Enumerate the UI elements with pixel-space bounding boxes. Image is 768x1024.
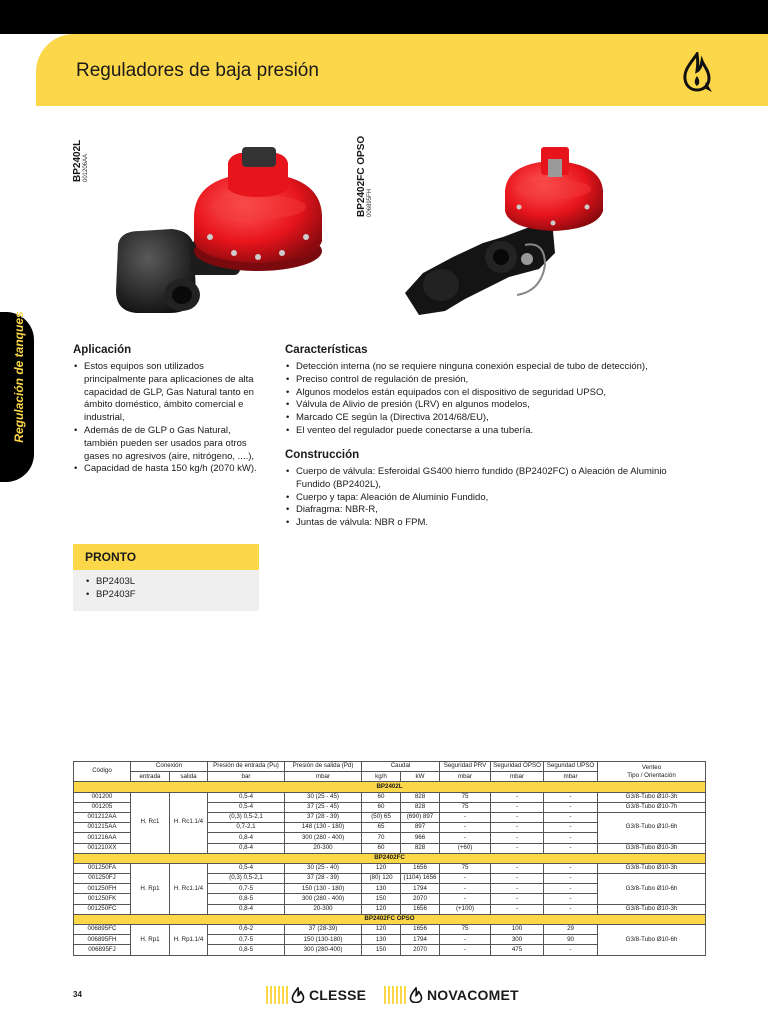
page-title: Reguladores de baja presión bbox=[76, 60, 319, 81]
cell-opso: - bbox=[491, 894, 544, 904]
cell-kw: 1794 bbox=[401, 884, 440, 894]
cell-code: 001205 bbox=[74, 802, 131, 812]
table-row bbox=[74, 863, 706, 873]
list-item: • Marcado CE según la (Directiva 2014/68/EU), bbox=[285, 412, 705, 425]
list-item: • Válvula de Alivio de presión (LRV) en algunos modelos, bbox=[285, 399, 705, 412]
cell-opso: - bbox=[491, 792, 544, 802]
cell-code: 006895FH bbox=[74, 935, 131, 945]
cell-kw: (1104) 1656 bbox=[401, 874, 440, 884]
cell-kw: 966 bbox=[401, 833, 440, 843]
cell-kgh: 150 bbox=[362, 945, 401, 955]
product-name: BP2402FC OPSO bbox=[356, 135, 367, 217]
subheader-unit: mbar bbox=[491, 772, 544, 782]
brand-name: CLESSE bbox=[309, 987, 367, 1003]
cell-kgh: 60 bbox=[362, 802, 401, 812]
flame-icon bbox=[291, 987, 305, 1003]
cell-pe: 0,5-4 bbox=[208, 792, 285, 802]
cell-code: 001212AA bbox=[74, 812, 131, 822]
cell-prv: 75 bbox=[440, 863, 491, 873]
brand-clesse bbox=[266, 984, 366, 1006]
cell-prv: 75 bbox=[440, 792, 491, 802]
cell-kw: 2070 bbox=[401, 945, 440, 955]
pronto-box bbox=[73, 544, 259, 611]
header-seguridad-upso: Seguridad UPSO bbox=[544, 762, 598, 772]
group-label: BP2402L bbox=[74, 782, 706, 792]
cell-prv: 75 bbox=[440, 802, 491, 812]
cell-ps: 300 (280-400) bbox=[285, 945, 362, 955]
cell-opso: - bbox=[491, 823, 544, 833]
cell-kw: 828 bbox=[401, 792, 440, 802]
cell-upso: - bbox=[544, 823, 598, 833]
brand-novacomet bbox=[384, 984, 519, 1006]
header-presion-salida: Presión de salida (Pd) bbox=[285, 762, 362, 772]
aplicacion-list bbox=[73, 361, 258, 476]
top-black-bar bbox=[0, 0, 768, 34]
cell-kgh: 150 bbox=[362, 894, 401, 904]
product-label-bp2402l bbox=[72, 140, 89, 182]
table-row bbox=[74, 792, 706, 802]
subheader-unit: kW bbox=[401, 772, 440, 782]
product-code: 006895FH bbox=[367, 188, 373, 217]
specifications-table bbox=[73, 761, 706, 956]
pronto-list bbox=[85, 576, 245, 602]
cell-opso: 475 bbox=[491, 945, 544, 955]
cell-kw: 828 bbox=[401, 802, 440, 812]
cell-opso: - bbox=[491, 904, 544, 914]
cell-prv: - bbox=[440, 823, 491, 833]
cell-upso: - bbox=[544, 792, 598, 802]
table-group-row bbox=[74, 914, 706, 924]
cell-conexion-salida: H. Rc1.1/4 bbox=[170, 863, 208, 914]
cell-code: 001250FC bbox=[74, 904, 131, 914]
cell-pe: (0,3) 0,5-2,1 bbox=[208, 874, 285, 884]
subheader-unit: bar bbox=[208, 772, 285, 782]
cell-upso: - bbox=[544, 843, 598, 853]
cell-kw: 828 bbox=[401, 843, 440, 853]
product-code: 001206AA bbox=[83, 153, 89, 182]
cell-kw: (690) 897 bbox=[401, 812, 440, 822]
table-group-row bbox=[74, 782, 706, 792]
regulator-bp2402fc-opso-image bbox=[405, 145, 620, 320]
header-caudal: Caudal bbox=[362, 762, 440, 772]
product-label-bp2402fc-opso bbox=[356, 136, 373, 217]
cell-opso: 300 bbox=[491, 935, 544, 945]
cell-pe: 0,7-2,1 bbox=[208, 823, 285, 833]
cell-code: 001215AA bbox=[74, 823, 131, 833]
subheader-unit: mbar bbox=[285, 772, 362, 782]
cell-opso: - bbox=[491, 843, 544, 853]
side-tab bbox=[0, 312, 34, 482]
subheader-unit: mbar bbox=[440, 772, 491, 782]
cell-ps: 37 (28 - 39) bbox=[285, 874, 362, 884]
cell-kw: 1794 bbox=[401, 935, 440, 945]
stripes-decoration bbox=[384, 986, 406, 1004]
cell-ps: 20-300 bbox=[285, 843, 362, 853]
header-venteo-line1: Venteo bbox=[641, 763, 662, 771]
cell-pe: 0,8-5 bbox=[208, 945, 285, 955]
caracteristicas-heading: Características bbox=[285, 344, 368, 356]
cell-pe: 0,8-5 bbox=[208, 894, 285, 904]
product-name: BP2402L bbox=[72, 139, 83, 182]
cell-code: 001216AA bbox=[74, 833, 131, 843]
cell-code: 001250FJ bbox=[74, 874, 131, 884]
cell-opso: - bbox=[491, 812, 544, 822]
cell-ps: 20-300 bbox=[285, 904, 362, 914]
cell-venteo: G3/8-Tubo Ø10-3h bbox=[598, 904, 706, 914]
cell-kgh: 120 bbox=[362, 925, 401, 935]
cell-upso: - bbox=[544, 833, 598, 843]
subheader-salida: salida bbox=[170, 772, 208, 782]
list-item: • Algunos modelos están equipados con el dispositivo de seguridad UPSO, bbox=[285, 387, 705, 400]
cell-ps: 300 (280 - 400) bbox=[285, 833, 362, 843]
list-item: • Además de de GLP o Gas Natural, también pueden ser usados para otros gases no agresivos (aire, nitrógeno, ....), bbox=[73, 425, 258, 463]
cell-ps: 300 (280 - 400) bbox=[285, 894, 362, 904]
cell-prv: - bbox=[440, 945, 491, 955]
cell-kgh: 60 bbox=[362, 843, 401, 853]
cell-kgh: (80) 120 bbox=[362, 874, 401, 884]
cell-prv: - bbox=[440, 935, 491, 945]
cell-venteo: G3/8-Tubo Ø10-6h bbox=[598, 925, 706, 956]
list-item: • Cuerpo de válvula: Esferoidal GS400 hierro fundido (BP2402FC) o Aleación de Aluminio Fundido (BP2402L), bbox=[285, 466, 685, 492]
list-item: • Diafragma: NBR-R, bbox=[285, 504, 685, 517]
cell-ps: 30 (25 - 45) bbox=[285, 792, 362, 802]
cell-ps: 148 (130 - 180) bbox=[285, 823, 362, 833]
regulator-bp2402l-image bbox=[110, 145, 335, 320]
cell-venteo: G3/8-Tubo Ø10-6h bbox=[598, 812, 706, 843]
cell-code: 006895FC bbox=[74, 925, 131, 935]
table-group-row bbox=[74, 853, 706, 863]
cell-pe: (0,3) 0,5-2,1 bbox=[208, 812, 285, 822]
cell-kgh: 70 bbox=[362, 833, 401, 843]
cell-upso: - bbox=[544, 863, 598, 873]
subheader-entrada: entrada bbox=[131, 772, 170, 782]
cell-code: 001250FH bbox=[74, 884, 131, 894]
cell-pe: 0,7-5 bbox=[208, 884, 285, 894]
brand-name: NOVACOMET bbox=[427, 987, 519, 1003]
header-venteo-line2: Tipo / Orientación bbox=[627, 771, 676, 779]
cell-code: 001200 bbox=[74, 792, 131, 802]
cell-opso: - bbox=[491, 863, 544, 873]
subheader-unit: mbar bbox=[544, 772, 598, 782]
stripes-decoration bbox=[266, 986, 288, 1004]
cell-code: 001210XX bbox=[74, 843, 131, 853]
cell-pe: 0,8-4 bbox=[208, 833, 285, 843]
cell-ps: 37 (25 - 45) bbox=[285, 802, 362, 812]
gas-flame-icon bbox=[682, 52, 712, 92]
cell-upso: - bbox=[544, 945, 598, 955]
cell-upso: - bbox=[544, 894, 598, 904]
list-item: • BP2403L bbox=[85, 576, 245, 589]
cell-kgh: 120 bbox=[362, 863, 401, 873]
cell-code: 001250FA bbox=[74, 863, 131, 873]
cell-conexion-entrada: H. Rp1 bbox=[131, 925, 170, 956]
cell-conexion-salida: H. Rc1.1/4 bbox=[170, 792, 208, 853]
cell-pe: 0,5-4 bbox=[208, 802, 285, 812]
cell-pe: 0,8-4 bbox=[208, 904, 285, 914]
table-header-row bbox=[74, 762, 706, 772]
header-presion-entrada: Presión de entrada (Pu) bbox=[208, 762, 285, 772]
cell-ps: 30 (25 - 40) bbox=[285, 863, 362, 873]
flame-icon bbox=[409, 987, 423, 1003]
cell-upso: - bbox=[544, 874, 598, 884]
header-seguridad-opso: Seguridad OPSO bbox=[491, 762, 544, 772]
cell-upso: - bbox=[544, 884, 598, 894]
cell-prv: - bbox=[440, 894, 491, 904]
cell-opso: - bbox=[491, 884, 544, 894]
cell-upso: - bbox=[544, 904, 598, 914]
header-codigo: Código bbox=[74, 762, 131, 782]
side-tab-label: Regulación de tanques bbox=[12, 311, 26, 443]
cell-pe: 0,5-4 bbox=[208, 863, 285, 873]
cell-opso: - bbox=[491, 874, 544, 884]
pronto-heading: PRONTO bbox=[73, 544, 259, 570]
cell-kgh: 130 bbox=[362, 884, 401, 894]
cell-venteo: G3/8-Tubo Ø10-3h bbox=[598, 792, 706, 802]
header-band bbox=[36, 34, 768, 106]
caracteristicas-list bbox=[285, 361, 705, 438]
construccion-heading: Construcción bbox=[285, 449, 360, 461]
list-item: • Capacidad de hasta 150 kg/h (2070 kW). bbox=[73, 463, 258, 476]
cell-pe: 0,7-5 bbox=[208, 935, 285, 945]
cell-prv: - bbox=[440, 884, 491, 894]
cell-code: 001250FK bbox=[74, 894, 131, 904]
list-item: • Juntas de válvula: NBR o FPM. bbox=[285, 517, 685, 530]
cell-prv: 75 bbox=[440, 925, 491, 935]
cell-kw: 1656 bbox=[401, 863, 440, 873]
cell-prv: - bbox=[440, 833, 491, 843]
cell-upso: - bbox=[544, 802, 598, 812]
cell-conexion-salida: H. Rp1.1/4 bbox=[170, 925, 208, 956]
subheader-unit: kg/h bbox=[362, 772, 401, 782]
list-item: • Cuerpo y tapa: Aleación de Aluminio Fundido, bbox=[285, 492, 685, 505]
aplicacion-heading: Aplicación bbox=[73, 344, 132, 356]
cell-kgh: 130 bbox=[362, 935, 401, 945]
cell-prv: (+60) bbox=[440, 843, 491, 853]
cell-pe: 0,6-2 bbox=[208, 925, 285, 935]
cell-kgh: 60 bbox=[362, 792, 401, 802]
cell-kgh: 65 bbox=[362, 823, 401, 833]
cell-venteo: G3/8-Tubo Ø10-7h bbox=[598, 802, 706, 812]
cell-kw: 1656 bbox=[401, 925, 440, 935]
cell-prv: - bbox=[440, 812, 491, 822]
list-item: • El venteo del regulador puede conectarse a una tubería. bbox=[285, 425, 705, 438]
header-seguridad-prv: Seguridad PRV bbox=[440, 762, 491, 772]
cell-venteo: G3/8-Tubo Ø10-6h bbox=[598, 874, 706, 905]
list-item: • Detección interna (no se requiere ninguna conexión especial de tubo de detección), bbox=[285, 361, 705, 374]
cell-kw: 897 bbox=[401, 823, 440, 833]
cell-pe: 0,8-4 bbox=[208, 843, 285, 853]
cell-ps: 37 (28-39) bbox=[285, 925, 362, 935]
cell-conexion-entrada: H. Rc1 bbox=[131, 792, 170, 853]
header-conexion: Conexión bbox=[131, 762, 208, 772]
cell-upso: 90 bbox=[544, 935, 598, 945]
group-label: BP2402FC bbox=[74, 853, 706, 863]
cell-kw: 1656 bbox=[401, 904, 440, 914]
cell-kgh: (50) 65 bbox=[362, 812, 401, 822]
cell-prv: (+100) bbox=[440, 904, 491, 914]
list-item: • Preciso control de regulación de presión, bbox=[285, 374, 705, 387]
cell-venteo: G3/8-Tubo Ø10-3h bbox=[598, 843, 706, 853]
construccion-list bbox=[285, 466, 685, 530]
cell-opso: 100 bbox=[491, 925, 544, 935]
cell-conexion-entrada: H. Rp1 bbox=[131, 863, 170, 914]
cell-kw: 2070 bbox=[401, 894, 440, 904]
cell-ps: 150 (130 - 180) bbox=[285, 884, 362, 894]
cell-kgh: 120 bbox=[362, 904, 401, 914]
group-label: BP2402FC OPSO bbox=[74, 914, 706, 924]
header-venteo bbox=[598, 762, 706, 782]
table-row bbox=[74, 925, 706, 935]
cell-venteo: G3/8-Tubo Ø10-3h bbox=[598, 863, 706, 873]
cell-upso: - bbox=[544, 812, 598, 822]
page-number: 34 bbox=[73, 990, 82, 999]
cell-ps: 150 (130-180) bbox=[285, 935, 362, 945]
cell-prv: - bbox=[440, 874, 491, 884]
cell-upso: 29 bbox=[544, 925, 598, 935]
cell-opso: - bbox=[491, 802, 544, 812]
list-item: • Estos equipos son utilizados principalmente para aplicaciones de alta capacidad de GLP, Gas Natural tanto en ámbito doméstico, ámbito comercial e industrial, bbox=[73, 361, 258, 425]
cell-opso: - bbox=[491, 833, 544, 843]
cell-ps: 37 (28 - 39) bbox=[285, 812, 362, 822]
list-item: • BP2403F bbox=[85, 589, 245, 602]
cell-code: 006895FJ bbox=[74, 945, 131, 955]
